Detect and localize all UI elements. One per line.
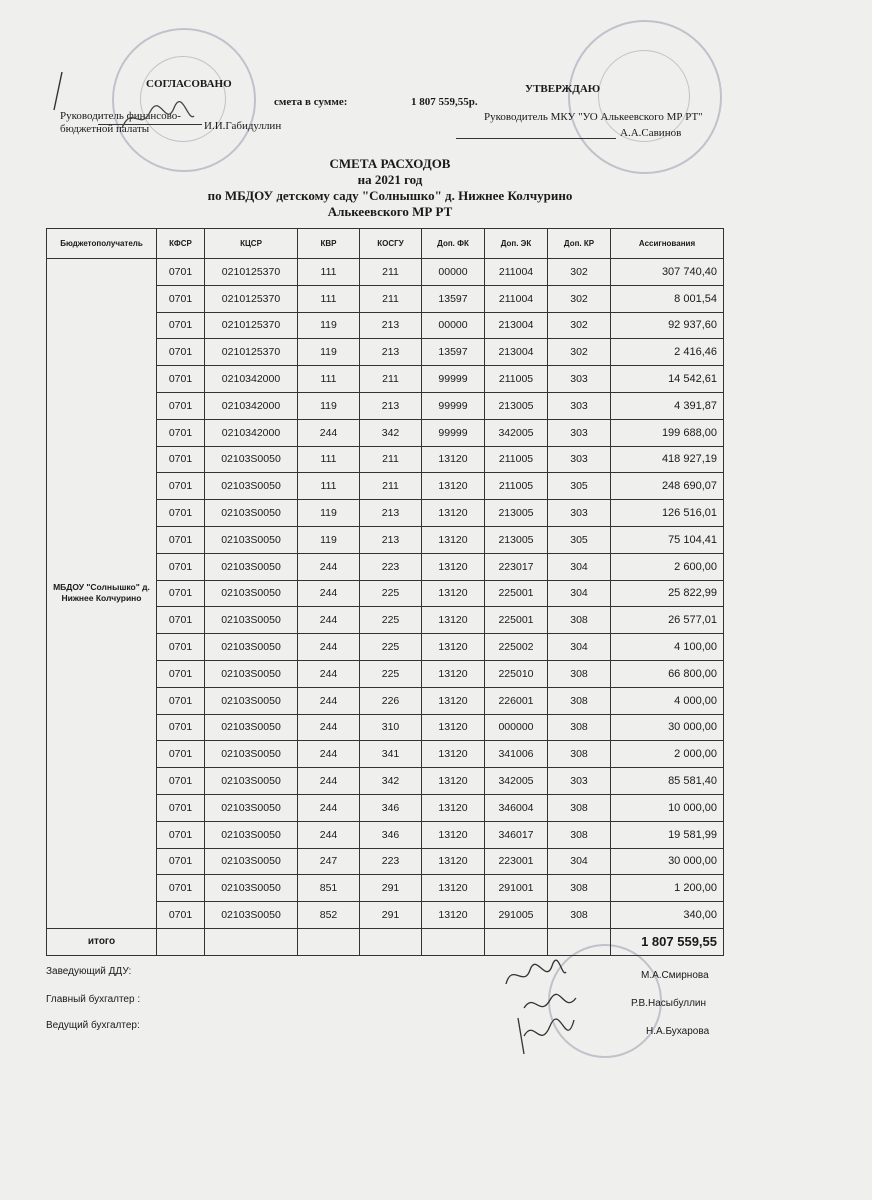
table-cell: 225002 — [485, 634, 548, 661]
table-cell: 02103S0050 — [205, 875, 298, 902]
signature-name: Р.В.Насыбуллин — [631, 998, 707, 1009]
agreed-position: Руководитель финансово-бюджетной палаты — [60, 110, 181, 135]
title-line-1: СМЕТА РАСХОДОВ — [329, 156, 451, 171]
estimate-table — [46, 228, 724, 956]
table-cell: 211 — [360, 366, 422, 393]
table-cell: 305 — [548, 526, 611, 553]
table-cell: 308 — [548, 821, 611, 848]
approved-name: А.А.Савинов — [620, 127, 682, 139]
amount-cell: 340,00 — [611, 902, 724, 929]
table-cell: 0701 — [157, 821, 205, 848]
table-cell: 0701 — [157, 339, 205, 366]
amount-cell: 2 000,00 — [611, 741, 724, 768]
table-cell: 303 — [548, 419, 611, 446]
table-cell: 302 — [548, 259, 611, 286]
table-cell: 308 — [548, 660, 611, 687]
table-cell: 211004 — [485, 259, 548, 286]
table-cell: 0210342000 — [205, 392, 298, 419]
table-cell: 0701 — [157, 687, 205, 714]
table-cell: 02103S0050 — [205, 768, 298, 795]
table-cell: 291 — [360, 902, 422, 929]
title-line-2: на 2021 год — [357, 172, 423, 187]
table-cell: 00000 — [422, 312, 485, 339]
table-cell: 13120 — [422, 500, 485, 527]
table-cell: 02103S0050 — [205, 687, 298, 714]
title-line-3: по МБДОУ детскому саду "Солнышко" д. Нижнее Колчурино — [207, 188, 573, 203]
amount-cell: 307 740,40 — [611, 259, 724, 286]
table-cell: 00000 — [422, 259, 485, 286]
table-cell: 303 — [548, 500, 611, 527]
table-cell: 303 — [548, 768, 611, 795]
amount-cell: 2 416,46 — [611, 339, 724, 366]
table-cell: 213 — [360, 312, 422, 339]
table-cell: 244 — [298, 768, 360, 795]
table-cell: 111 — [298, 473, 360, 500]
table-cell: 225 — [360, 634, 422, 661]
table-header-row — [47, 229, 724, 259]
table-cell: 0701 — [157, 366, 205, 393]
amount-cell: 2 600,00 — [611, 553, 724, 580]
table-cell: 308 — [548, 714, 611, 741]
table-cell: 342 — [360, 768, 422, 795]
table-cell: 291001 — [485, 875, 548, 902]
estimate-sum-value: 1 807 559,55р. — [411, 96, 478, 108]
table-cell: 244 — [298, 660, 360, 687]
signature-name: Н.А.Бухарова — [646, 1026, 710, 1037]
table-cell: 0701 — [157, 580, 205, 607]
table-cell: 02103S0050 — [205, 848, 298, 875]
table-cell: 02103S0050 — [205, 821, 298, 848]
table-cell: 304 — [548, 580, 611, 607]
table-cell: 304 — [548, 553, 611, 580]
amount-cell: 30 000,00 — [611, 848, 724, 875]
table-cell: 02103S0050 — [205, 902, 298, 929]
table-cell: 13120 — [422, 634, 485, 661]
amount-cell: 1 200,00 — [611, 875, 724, 902]
column-header: Доп. ЭК — [485, 229, 548, 259]
table-cell: 0210125370 — [205, 339, 298, 366]
approved-sign-line — [456, 138, 616, 139]
table-cell: 13120 — [422, 607, 485, 634]
table-cell: 02103S0050 — [205, 660, 298, 687]
table-cell: 310 — [360, 714, 422, 741]
table-cell: 244 — [298, 687, 360, 714]
table-cell: 119 — [298, 339, 360, 366]
approved-position: Руководитель МКУ "УО Алькеевского МР РТ" — [484, 111, 703, 123]
table-cell: 13120 — [422, 687, 485, 714]
table-cell: 0701 — [157, 902, 205, 929]
table-cell: 0701 — [157, 714, 205, 741]
amount-cell: 126 516,01 — [611, 500, 724, 527]
table-cell: 13597 — [422, 339, 485, 366]
table-cell: 99999 — [422, 366, 485, 393]
table-cell: 341006 — [485, 741, 548, 768]
column-header: КВР — [298, 229, 360, 259]
table-cell: 0701 — [157, 312, 205, 339]
amount-cell: 199 688,00 — [611, 419, 724, 446]
table-cell: 13120 — [422, 848, 485, 875]
table-cell: 0701 — [157, 634, 205, 661]
table-cell: 0701 — [157, 741, 205, 768]
table-cell: 0701 — [157, 392, 205, 419]
table-cell: 213 — [360, 392, 422, 419]
table-cell: 302 — [548, 312, 611, 339]
table-cell: 02103S0050 — [205, 607, 298, 634]
table-cell: 119 — [298, 392, 360, 419]
amount-cell: 26 577,01 — [611, 607, 724, 634]
table-cell: 302 — [548, 285, 611, 312]
estimate-sum-label: смета в сумме: — [274, 96, 348, 108]
table-cell: 213004 — [485, 339, 548, 366]
table-cell: 291 — [360, 875, 422, 902]
approved-label: УТВЕРЖДАЮ — [525, 83, 601, 95]
table-cell: 225 — [360, 580, 422, 607]
total-label: итого — [47, 928, 157, 955]
amount-cell: 30 000,00 — [611, 714, 724, 741]
amount-cell: 25 822,99 — [611, 580, 724, 607]
table-cell: 02103S0050 — [205, 553, 298, 580]
table-cell: 13120 — [422, 902, 485, 929]
table-cell: 119 — [298, 500, 360, 527]
table-row — [47, 259, 724, 286]
amount-cell: 4 000,00 — [611, 687, 724, 714]
table-cell: 225 — [360, 660, 422, 687]
table-cell: 211005 — [485, 473, 548, 500]
table-cell: 02103S0050 — [205, 580, 298, 607]
table-cell: 0701 — [157, 875, 205, 902]
table-cell: 308 — [548, 687, 611, 714]
document-title — [150, 156, 630, 220]
column-header: Доп. КР — [548, 229, 611, 259]
table-cell: 213005 — [485, 392, 548, 419]
table-cell: 342005 — [485, 768, 548, 795]
table-cell: 225001 — [485, 580, 548, 607]
table-cell: 305 — [548, 473, 611, 500]
table-cell: 303 — [548, 366, 611, 393]
table-cell: 02103S0050 — [205, 634, 298, 661]
table-cell: 02103S0050 — [205, 446, 298, 473]
table-cell: 000000 — [485, 714, 548, 741]
table-cell: 0210125370 — [205, 285, 298, 312]
amount-cell: 14 542,61 — [611, 366, 724, 393]
agreed-mark — [48, 70, 70, 114]
amount-cell: 248 690,07 — [611, 473, 724, 500]
table-cell: 0701 — [157, 607, 205, 634]
column-header: КОСГУ — [360, 229, 422, 259]
table-cell: 211 — [360, 285, 422, 312]
table-cell: 211005 — [485, 366, 548, 393]
table-cell: 13120 — [422, 580, 485, 607]
table-cell: 0701 — [157, 848, 205, 875]
table-cell: 304 — [548, 634, 611, 661]
table-cell: 308 — [548, 741, 611, 768]
table-cell: 13120 — [422, 714, 485, 741]
signature-position: Заведующий ДДУ: — [46, 966, 132, 977]
amount-cell: 10 000,00 — [611, 794, 724, 821]
table-cell: 213 — [360, 526, 422, 553]
amount-cell: 8 001,54 — [611, 285, 724, 312]
column-header: КФСР — [157, 229, 205, 259]
table-cell: 244 — [298, 714, 360, 741]
table-cell: 211 — [360, 446, 422, 473]
total-value: 1 807 559,55 — [611, 928, 724, 955]
table-cell: 99999 — [422, 419, 485, 446]
table-cell: 119 — [298, 312, 360, 339]
recipient-cell: МБДОУ "Солнышко" д. Нижнее Колчурино — [47, 259, 157, 929]
agreed-name: И.И.Габидуллин — [204, 120, 282, 132]
table-cell: 213 — [360, 339, 422, 366]
table-cell: 211005 — [485, 446, 548, 473]
table-cell: 13120 — [422, 446, 485, 473]
table-cell: 0701 — [157, 500, 205, 527]
table-cell: 346017 — [485, 821, 548, 848]
table-cell: 342 — [360, 419, 422, 446]
table-cell: 291005 — [485, 902, 548, 929]
table-cell: 244 — [298, 794, 360, 821]
table-cell: 244 — [298, 580, 360, 607]
column-header: Доп. ФК — [422, 229, 485, 259]
column-header: Ассигнования — [611, 229, 724, 259]
table-cell: 302 — [548, 339, 611, 366]
table-cell: 244 — [298, 419, 360, 446]
table-cell: 226001 — [485, 687, 548, 714]
table-cell: 119 — [298, 526, 360, 553]
head-signature — [500, 958, 570, 992]
table-cell: 13120 — [422, 660, 485, 687]
amount-cell: 75 104,41 — [611, 526, 724, 553]
table-cell: 13597 — [422, 285, 485, 312]
table-cell: 13120 — [422, 768, 485, 795]
table-cell: 211 — [360, 259, 422, 286]
table-cell: 02103S0050 — [205, 714, 298, 741]
amount-cell: 19 581,99 — [611, 821, 724, 848]
table-cell: 13120 — [422, 875, 485, 902]
table-cell: 111 — [298, 366, 360, 393]
table-cell: 303 — [548, 446, 611, 473]
table-cell: 247 — [298, 848, 360, 875]
signature-position: Ведущий бухгалтер: — [46, 1020, 140, 1031]
table-cell: 111 — [298, 285, 360, 312]
table-cell: 225010 — [485, 660, 548, 687]
table-cell: 211004 — [485, 285, 548, 312]
table-cell: 213 — [360, 500, 422, 527]
table-cell: 99999 — [422, 392, 485, 419]
table-cell: 213005 — [485, 526, 548, 553]
table-cell: 0701 — [157, 553, 205, 580]
table-cell: 346004 — [485, 794, 548, 821]
table-cell: 223 — [360, 848, 422, 875]
table-cell: 13120 — [422, 553, 485, 580]
table-cell: 851 — [298, 875, 360, 902]
table-cell: 0701 — [157, 526, 205, 553]
table-cell: 0701 — [157, 473, 205, 500]
table-cell: 213005 — [485, 500, 548, 527]
table-cell: 308 — [548, 902, 611, 929]
table-cell: 0701 — [157, 768, 205, 795]
amount-cell: 66 800,00 — [611, 660, 724, 687]
table-cell: 211 — [360, 473, 422, 500]
table-cell: 13120 — [422, 741, 485, 768]
table-cell: 346 — [360, 794, 422, 821]
table-cell: 244 — [298, 741, 360, 768]
signature-name: М.А.Смирнова — [641, 970, 709, 981]
table-cell: 13120 — [422, 821, 485, 848]
signature-position: Главный бухгалтер : — [46, 994, 141, 1005]
table-cell: 213004 — [485, 312, 548, 339]
table-cell: 0210342000 — [205, 366, 298, 393]
table-cell: 02103S0050 — [205, 794, 298, 821]
table-cell: 0701 — [157, 285, 205, 312]
amount-cell: 4 100,00 — [611, 634, 724, 661]
table-cell: 0701 — [157, 446, 205, 473]
table-cell: 244 — [298, 821, 360, 848]
table-cell: 308 — [548, 607, 611, 634]
table-cell: 303 — [548, 392, 611, 419]
table-cell: 308 — [548, 875, 611, 902]
table-cell: 346 — [360, 821, 422, 848]
table-cell: 244 — [298, 607, 360, 634]
table-cell: 304 — [548, 848, 611, 875]
table-cell: 244 — [298, 634, 360, 661]
total-row — [47, 928, 724, 955]
table-cell: 0701 — [157, 419, 205, 446]
table-cell: 308 — [548, 794, 611, 821]
table-cell: 02103S0050 — [205, 473, 298, 500]
table-cell: 0210342000 — [205, 419, 298, 446]
column-header: КЦСР — [205, 229, 298, 259]
table-cell: 223001 — [485, 848, 548, 875]
amount-cell: 85 581,40 — [611, 768, 724, 795]
table-cell: 02103S0050 — [205, 526, 298, 553]
table-cell: 225001 — [485, 607, 548, 634]
table-cell: 13120 — [422, 794, 485, 821]
table-cell: 111 — [298, 446, 360, 473]
table-cell: 226 — [360, 687, 422, 714]
table-cell: 0210125370 — [205, 259, 298, 286]
table-cell: 02103S0050 — [205, 741, 298, 768]
amount-cell: 92 937,60 — [611, 312, 724, 339]
table-cell: 225 — [360, 607, 422, 634]
table-body — [47, 259, 724, 929]
table-cell: 0210125370 — [205, 312, 298, 339]
amount-cell: 4 391,87 — [611, 392, 724, 419]
amount-cell: 418 927,19 — [611, 446, 724, 473]
table-cell: 0701 — [157, 794, 205, 821]
table-cell: 13120 — [422, 473, 485, 500]
title-line-4: Алькеевского МР РТ — [327, 204, 453, 219]
lead-accountant-signature — [510, 1010, 580, 1060]
agreed-label: СОГЛАСОВАНО — [146, 78, 232, 90]
column-header: Бюджетополучатель — [47, 229, 157, 259]
agreed-signature — [118, 98, 198, 138]
table-cell: 852 — [298, 902, 360, 929]
table-cell: 223 — [360, 553, 422, 580]
table-cell: 341 — [360, 741, 422, 768]
table-cell: 244 — [298, 553, 360, 580]
table-cell: 02103S0050 — [205, 500, 298, 527]
table-cell: 0701 — [157, 660, 205, 687]
table-cell: 223017 — [485, 553, 548, 580]
table-cell: 13120 — [422, 526, 485, 553]
table-cell: 0701 — [157, 259, 205, 286]
table-cell: 111 — [298, 259, 360, 286]
table-cell: 342005 — [485, 419, 548, 446]
